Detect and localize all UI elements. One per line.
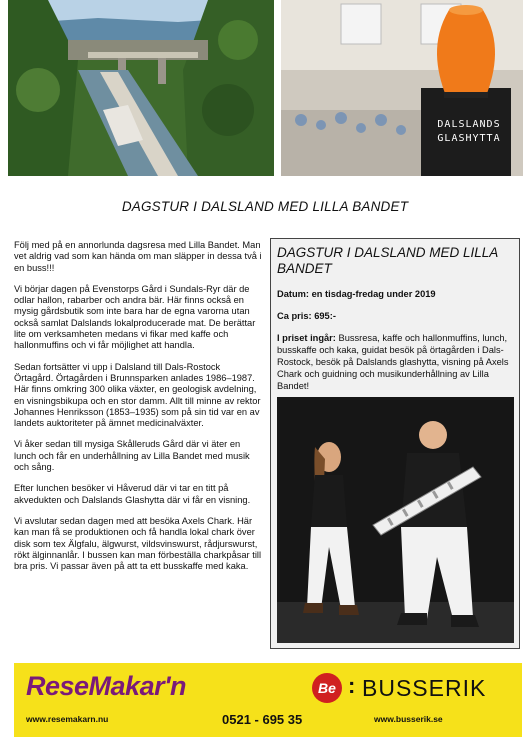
page-headline: DAGSTUR I DALSLAND MED LILLA BANDET xyxy=(121,199,409,214)
date-line xyxy=(277,288,513,300)
footer-banner xyxy=(14,663,522,737)
phone-number: 0521 - 695 35 xyxy=(222,712,303,727)
resemakarn-url[interactable]: www.resemakarn.nu xyxy=(26,714,109,724)
busserik-colon: : xyxy=(348,673,356,698)
paragraph: Efter lunchen besöker vi Håverud där vi tar en titt på akvedukten och Dalslands Glashytta där vi får en visning. xyxy=(14,483,251,505)
price-value: 695:- xyxy=(311,311,336,321)
includes-label: I priset ingår: xyxy=(277,333,336,343)
price-label: Ca pris: xyxy=(277,311,312,321)
date-label: Datum: xyxy=(277,289,310,299)
paragraph: Vi åker sedan till mysiga Skålleruds Gård där vi äter en lunch och får en underhållning av Lilla Bandet med musik och sång. xyxy=(14,439,250,473)
body-text xyxy=(14,240,262,582)
sign-line2: GLASHYTTA xyxy=(437,133,501,144)
band-photo xyxy=(277,397,514,643)
paragraph: Följ med på en annorlunda dagsresa med Lilla Bandet. Man vet aldrig vad som kan hända om man släpper in dessa två i en buss!!! xyxy=(14,240,262,273)
paragraph: Vi avslutar sedan dagen med att besöka Axels Chark. Här kan man få se produktionen och få handla lokal chark över disk som tex Älgfalu, älgwurst, vildsvinswurst, rådjurswurst, rökt älginnanlår. I bussen kan man förbeställa charkpåsar till bra pris. Vi passar även på att ta ett busskaffe med kaka. xyxy=(14,515,262,572)
aqueduct-photo xyxy=(8,0,274,176)
paragraph: Vi börjar dagen på Evenstorps Gård i Sundals-Ryr där de odlar hallon, rabarber och andra bär. Här finns också en mysig gårdsbutik som inte bara har de egna varorna utan också samlat Dalslands lokalproducerade mat. De berättar lite om verksamheten medans vi fikar med kaffe och hallonmuffins och vi får möjlighet att handla. xyxy=(14,283,256,351)
price-line xyxy=(277,310,513,322)
info-box-title: DAGSTUR I DALSLAND MED LILLA BANDET xyxy=(277,245,498,276)
busserik-url[interactable]: www.busserik.se xyxy=(374,714,443,724)
busserik-badge: Be xyxy=(312,673,342,703)
date-value: en tisdag-fredag under 2019 xyxy=(309,289,436,299)
resemakarn-logo: ReseMakar'n xyxy=(26,671,187,701)
paragraph: Sedan fortsätter vi upp i Dalsland till Dals-Rostock Örtagård. Örtagården i Brunnsparken anlades 1986–1987. Här finns omkring 300 olika växter, en geologisk avdelning, en visningsbikupa och en stor damm. Allt till minne av rektor Johannes Henriksson (1853–1935) som på sin tid var en av landets auktoriteter på ämnet medicinalväxter. xyxy=(14,361,261,429)
includes-value: Bussresa, kaffe och hallonmuffins, lunch, busskaffe och kaka, guidat besök på örtagården i Dals-Rostock, besök på Dalslands glashytta, visning på Axels Chark och guidning och musikunderhållning av Lilla Bandet! xyxy=(277,333,509,391)
info-box xyxy=(270,238,520,649)
glashytta-sign xyxy=(431,118,507,146)
sign-line1: DALSLANDS xyxy=(437,119,501,130)
includes-line xyxy=(277,332,513,392)
busserik-logo: BUSSERIK xyxy=(362,675,487,701)
glassworks-photo xyxy=(281,0,523,176)
